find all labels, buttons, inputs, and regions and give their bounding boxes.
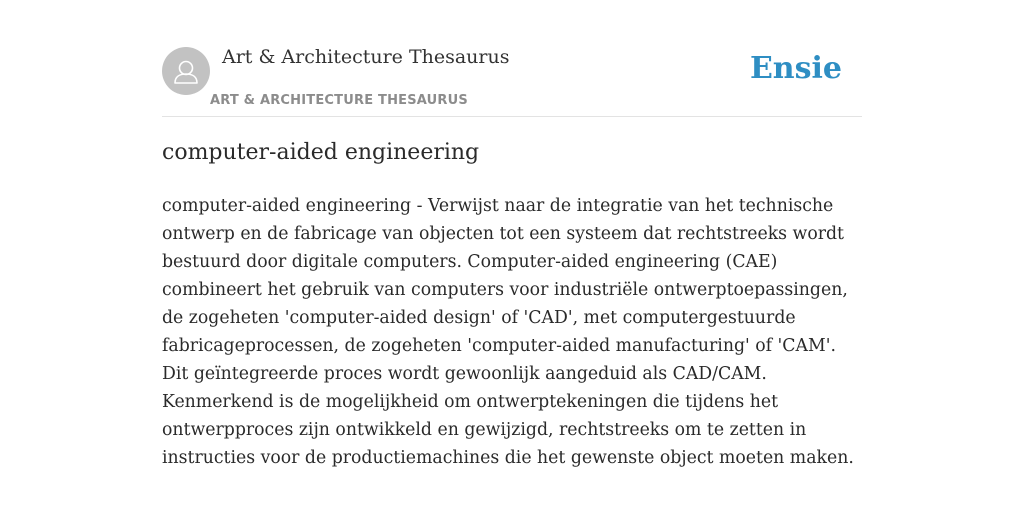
avatar[interactable] (162, 47, 210, 95)
source-title-link[interactable]: Art & Architecture Thesaurus (222, 46, 510, 68)
definition-text: computer-aided engineering - Verwijst naar de integratie van het technische ontwerp en de fabricage van objecten tot een systeem dat rechtstreeks wordt bestuurd door digitale computers. Computer-aided engineering (CAE) combineert het gebruik van computers voor industriële ontwerptoepassingen, de zogeheten 'computer-aided design' of 'CAD', met computergestuurde fabricageprocessen, de zogeheten 'computer-aided manufacturing' of 'CAM'. Dit geïntegreerde proces wordt gewoonlijk aangeduid als CAD/CAM. Kenmerkend is de mogelijkheid om ontwerptekeningen die tijdens het ontwerpproces zijn ontwikkeld en gewijzigd, rechtstreeks om te zetten in instructies voor de productiemachines die het gewenste object moeten maken. (162, 196, 854, 468)
user-silhouette-icon (162, 47, 210, 95)
term-title: computer-aided engineering (162, 140, 480, 165)
brand-logo-link[interactable]: Ensie (749, 51, 842, 86)
page-header (162, 46, 862, 117)
source-subtitle: ART & ARCHITECTURE THESAURUS (210, 93, 468, 108)
